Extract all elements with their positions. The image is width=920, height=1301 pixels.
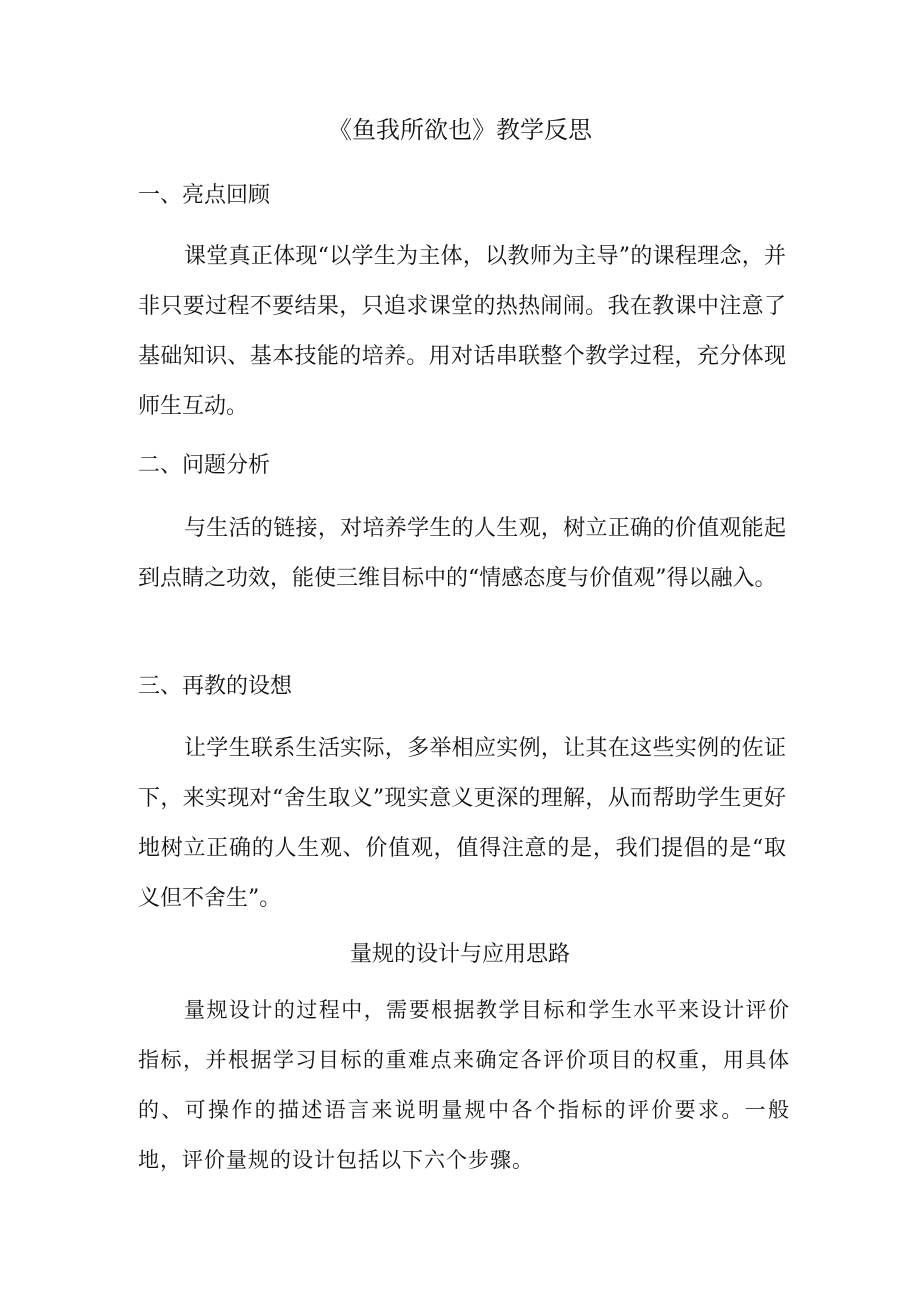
section-body-reteach: 让学生联系生活实际，多举相应实例，让其在这些实例的佐证下，来实现对“舍生取义”现实意义更深的理解，从而帮助学生更好地树立正确的人生观、价值观，值得注意的是，我们提倡的是“取义但不舍生”。 — [138, 736, 786, 911]
document-title: 《鱼我所欲也》教学反思 — [328, 116, 592, 144]
section-body-highlights: 课堂真正体现“以学生为主体，以教师为主导”的课程理念，并非只要过程不要结果，只追求课堂的热热闹闹。我在教课中注意了基础知识、基本技能的培养。用对话串联整个教学过程，充分体现师生互动。 — [138, 244, 786, 419]
section-heading-highlights: 一、亮点回顾 — [138, 183, 271, 208]
section-body-problems: 与生活的链接，对培养学生的人生观，树立正确的价值观能起到点睛之功效，能使三维目标中的“情感态度与价值观”得以融入。 — [138, 516, 786, 591]
rubric-subtitle: 量规的设计与应用思路 — [349, 942, 570, 967]
section-heading-reteach: 三、再教的设想 — [138, 674, 293, 699]
rubric-body: 量规设计的过程中，需要根据教学目标和学生水平来设计评价指标，并根据学习目标的重难点来确定各评价项目的权重，用具体的、可操作的描述语言来说明量规中各个指标的评价要求。一般地，评价量规的设计包括以下六个步骤。 — [138, 998, 790, 1172]
section-heading-problems: 二、问题分析 — [138, 453, 271, 478]
